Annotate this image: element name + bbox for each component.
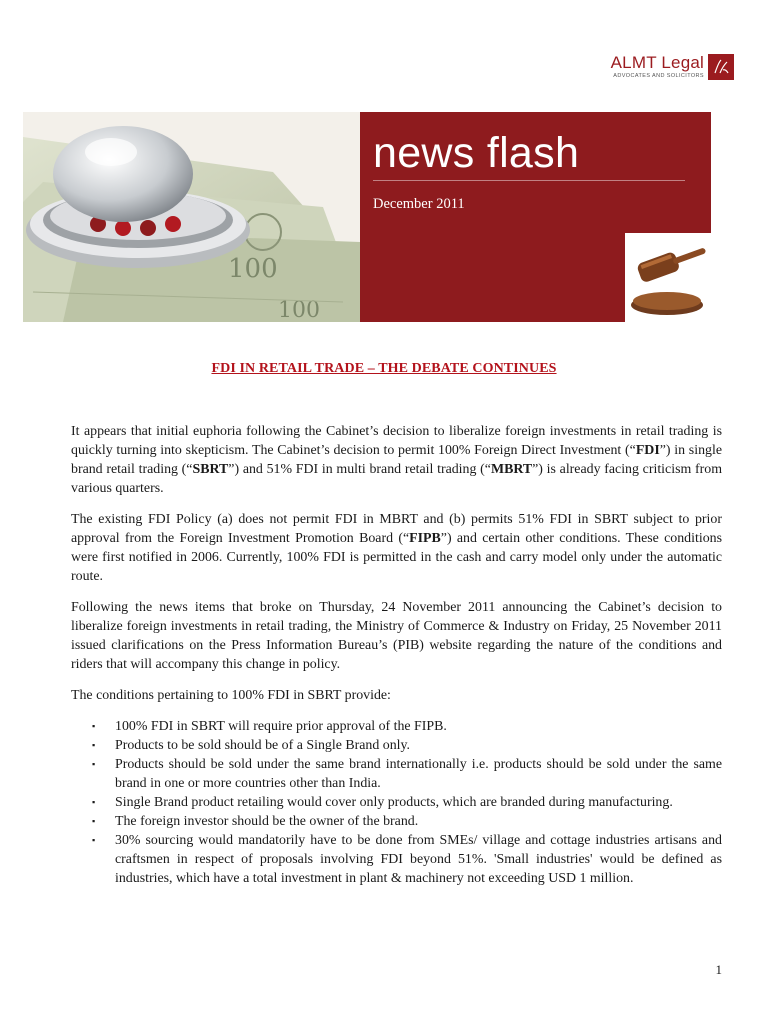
newsletter-title: news flash	[373, 129, 580, 177]
gavel-image	[625, 233, 711, 322]
issue-date: December 2011	[373, 196, 465, 212]
defined-term: MBRT	[490, 462, 533, 477]
defined-term: FIPB	[409, 531, 441, 546]
bullet-icon: ▪	[92, 759, 96, 769]
title-panel	[360, 112, 711, 322]
bullet-icon: ▪	[92, 835, 96, 845]
list-item	[71, 831, 722, 888]
article-body	[71, 422, 722, 888]
bullet-icon: ▪	[92, 721, 96, 731]
bullet-icon: ▪	[92, 740, 96, 750]
paragraph: Following the news items that broke on Thursday, 24 November 2011 announcing the Cabinet’s decision to liberalize foreign investments in retail trading, the Ministry of Commerce & Industry on Friday, 25 November 2011 issued clarifications on the Press Information Bureau’s (PIB) website regarding the nature of the conditions and riders that will accompany this change in policy.	[71, 600, 722, 672]
bullet-icon: ▪	[92, 816, 96, 826]
bullet-icon: ▪	[92, 797, 96, 807]
article-headline: FDI IN RETAIL TRADE – THE DEBATE CONTINUES	[211, 361, 557, 376]
logo-name: ALMT Legal	[610, 53, 704, 73]
list-item-text: Single Brand product retailing would cover only products, which are branded during manufacturing.	[115, 795, 673, 810]
conditions-list	[71, 717, 722, 888]
list-item-text: 30% sourcing would mandatorily have to be done from SMEs/ village and cottage industries artisans and craftsmen in respect of proposals involving FDI beyond 51%. 'Small industries' would be defined as industries, which have a total investment in plant & machinery not exceeding USD 1 million.	[115, 833, 722, 886]
paragraph: The conditions pertaining to 100% FDI in SBRT provide:	[71, 688, 391, 703]
list-item-text: The foreign investor should be the owner of the brand.	[115, 814, 419, 829]
svg-text:100: 100	[278, 298, 320, 322]
title-divider	[373, 180, 685, 181]
list-item	[71, 755, 722, 793]
logo-mark-icon	[708, 54, 734, 80]
logo-tagline: ADVOCATES AND SOLICITORS	[613, 73, 704, 80]
list-item-text: Products should be sold under the same brand internationally i.e. products should be sold under the same brand in one or more countries other than India.	[115, 757, 722, 791]
firm-logo	[611, 54, 734, 80]
list-item	[71, 717, 722, 736]
list-item-text: 100% FDI in SBRT will require prior approval of the FIPB.	[115, 719, 447, 734]
list-item-text: Products to be sold should be of a Single Brand only.	[115, 738, 411, 753]
text-run: It appears that initial euphoria following the Cabinet’s decision to liberalize foreign investments in retail trading is quickly turning into skepticism. The Cabinet’s decision to permit 100% Foreign Direct Investment (“	[71, 424, 722, 458]
svg-text:100: 100	[228, 254, 278, 284]
logo-text	[611, 54, 704, 80]
text-run: ”) in single brand retail trading (“	[71, 443, 722, 477]
text-run: ”) is already facing criticism from various quarters.	[71, 462, 723, 496]
paragraph	[71, 510, 722, 586]
text-run: ”) and 51% FDI in multi brand retail trading (“	[228, 462, 491, 477]
newsletter-banner	[23, 112, 711, 322]
paragraph	[71, 422, 722, 498]
list-item	[71, 812, 722, 831]
defined-term: SBRT	[192, 462, 229, 477]
list-item	[71, 793, 722, 812]
text-run: ”) and certain other conditions. These conditions were first notified in 2006. Currently, 100% FDI is permitted in the cash and carry model only under the automatic route.	[71, 531, 723, 584]
list-item	[71, 736, 722, 755]
defined-term: FDI	[635, 443, 660, 458]
page-number: 1	[715, 962, 722, 977]
money-compass-image	[23, 112, 360, 322]
text-run: The existing FDI Policy (a) does not permit FDI in MBRT and (b) permits 51% FDI in SBRT subject to prior approval from the Foreign Investment Promotion Board (“	[71, 512, 722, 546]
